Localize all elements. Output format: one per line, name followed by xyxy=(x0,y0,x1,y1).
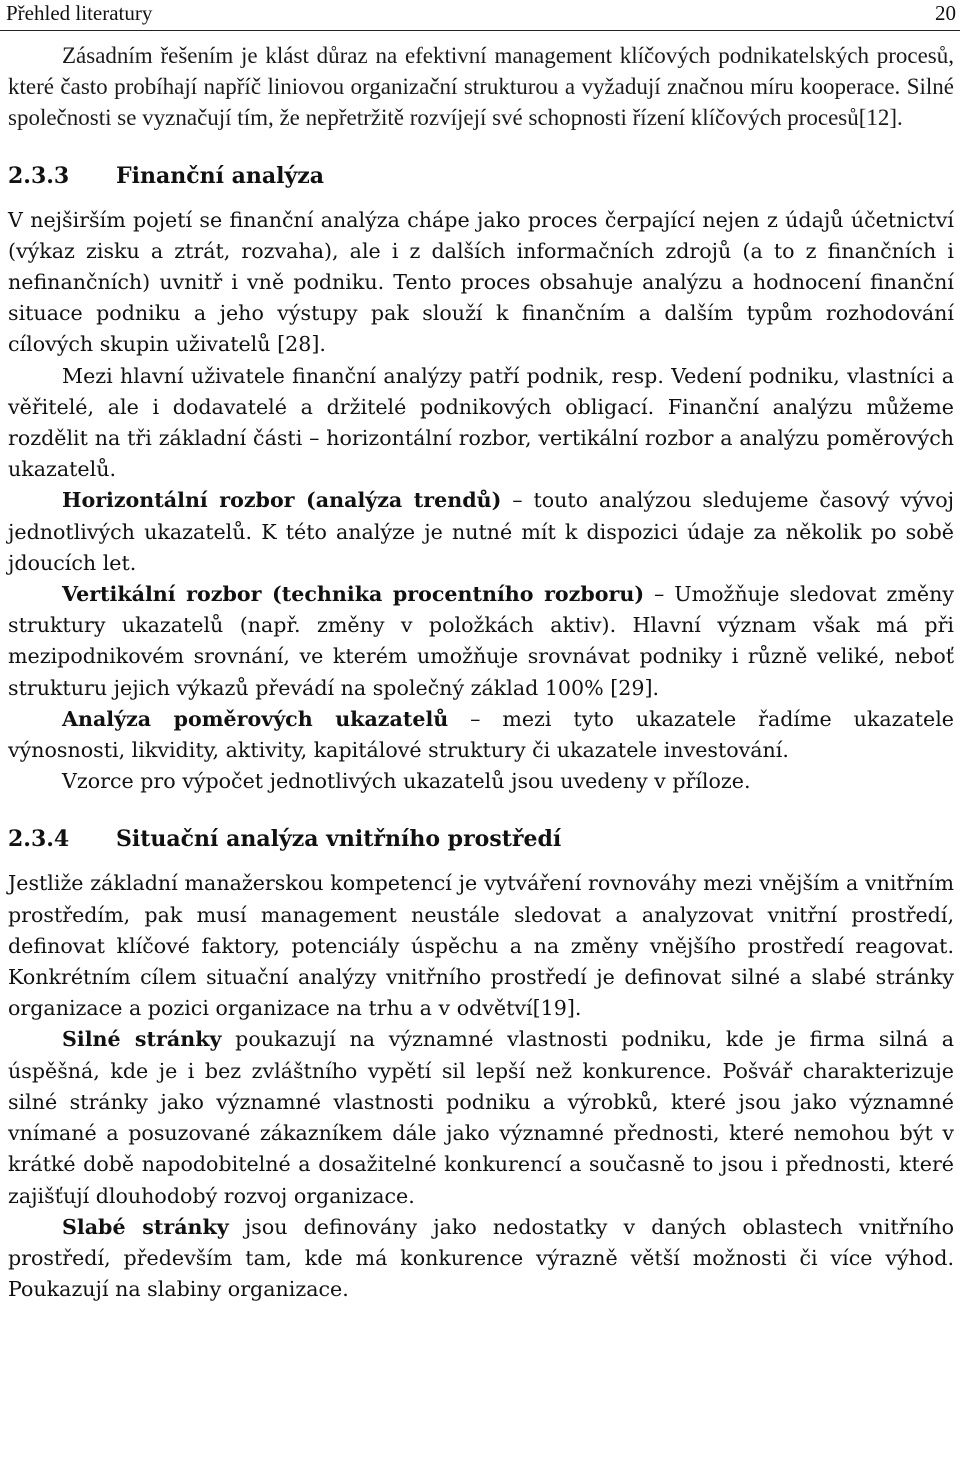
bold-term: Slabé stránky xyxy=(62,1214,229,1239)
page-content xyxy=(8,40,954,1305)
header-title: Přehled literatury xyxy=(6,1,153,25)
section-number: 2.3.4 xyxy=(8,826,70,853)
paragraph: Jestliže základní manažerskou kompetencí je vytváření rovnováhy mezi vnějším a vnitřním prostředím, pak musí management neustále sledovat a analyzovat vnitřní prostředí, definovat klíčové faktory, potenciály úspěchu a na změny vnějšího prostředí reagovat. Konkrétním cílem situační analýzy vnitřního prostředí je definovat silné a slabé stránky organizace a pozici organizace na trhu a v odvětví[19]. xyxy=(8,871,954,1021)
paragraph-text: poukazují na významné vlastnosti podniku, kde je firma silná a úspěšná, kde je i bez zvláštního vypětí sil lepší než konkurence. Pošvář charakterizuje silné stránky jako významné vlastnosti podniku a výrobků, které jsou jako významné vnímané a posuzované zákazníkem dále jako významné přednosti, které nemohou být v krátké době napodobitelné a dosažitelné konkurencí a současně to jsou i přednosti, které zajišťují dlouhodobý rozvoj organizace. xyxy=(8,1027,955,1208)
section-title: Finanční analýza xyxy=(116,162,325,189)
paragraph-text: – touto analýzou sledujeme časový vývoj jednotlivých ukazatelů. K této analýze je nutné mít k dispozici údaje za několik po sobě jdoucích let. xyxy=(8,488,954,575)
paragraph-text: – mezi tyto ukazatele řadíme ukazatele výnosnosti, likvidity, aktivity, kapitálové struktury či ukazatele investování. xyxy=(8,706,954,763)
paragraph-horizontal-analysis xyxy=(8,485,954,579)
paragraph-weaknesses xyxy=(8,1212,954,1306)
paragraph-text: jsou definovány jako nedostatky v daných oblastech vnitřního prostředí, především tam, kde má konkurence výrazně větší možnosti či více výhod. Poukazují na slabiny organizace. xyxy=(8,1214,955,1302)
section-heading-2-3-3 xyxy=(8,161,954,191)
intro-paragraph: Zásadním řešením je klást důraz na efektivní management klíčových podnikatelských procesů, které často probíhají napříč liniovou organizační strukturou a vyžadují značnou míru kooperace. Silné společnosti se vyznačují tím, že nepřetržitě rozvíjejí své schopnosti řízení klíčových procesů[12]. xyxy=(8,43,954,131)
paragraph: V nejširším pojetí se finanční analýza chápe jako proces čerpající nejen z údajů účetnictví (výkaz zisku a ztrát, rozvaha), ale i z dalších informačních zdrojů (a to z finančních i nefinančních) uvnitř i vně podniku. Tento proces obsahuje analýzu a hodnocení finanční situace podniku a jeho výstupy pak slouží k finančním a dalším typům rozhodování cílových skupin uživatelů [28]. xyxy=(8,207,954,357)
paragraph: Vzorce pro výpočet jednotlivých ukazatelů jsou uvedeny v příloze. xyxy=(62,769,751,794)
bold-term: Analýza poměrových ukazatelů xyxy=(62,706,449,731)
paragraph-vertical-analysis xyxy=(8,579,954,704)
bold-term: Horizontální rozbor (analýza trendů) xyxy=(62,488,502,513)
page-number: 20 xyxy=(935,1,956,25)
bold-term: Vertikální rozbor (technika procentního rozboru) xyxy=(62,582,645,607)
section-heading-2-3-4 xyxy=(8,824,954,854)
paragraph-strengths xyxy=(8,1024,954,1211)
section-number: 2.3.3 xyxy=(8,162,70,189)
paragraph: Mezi hlavní uživatele finanční analýzy patří podnik, resp. Vedení podniku, vlastníci a věřitelé, ale i dodavatelé a držitelé podnikových obligací. Finanční analýzu můžeme rozdělit na tři základní části – horizontální rozbor, vertikální rozbor a analýzu poměrových ukazatelů. xyxy=(8,363,954,482)
paragraph-ratio-analysis xyxy=(8,704,954,766)
paragraph-text: – Umožňuje sledovat změny struktury ukazatelů (např. změny v položkách aktiv). Hlavní význam však má při mezipodnikovém srovnání, ve kterém umožňuje srovnávat podniky i různě veliké, neboť strukturu jejich výkazů převádí na společný základ 100% [29]. xyxy=(8,582,954,700)
bold-term: Silné stránky xyxy=(62,1027,222,1052)
running-header xyxy=(0,0,960,31)
section-title: Situační analýza vnitřního prostředí xyxy=(116,826,562,853)
